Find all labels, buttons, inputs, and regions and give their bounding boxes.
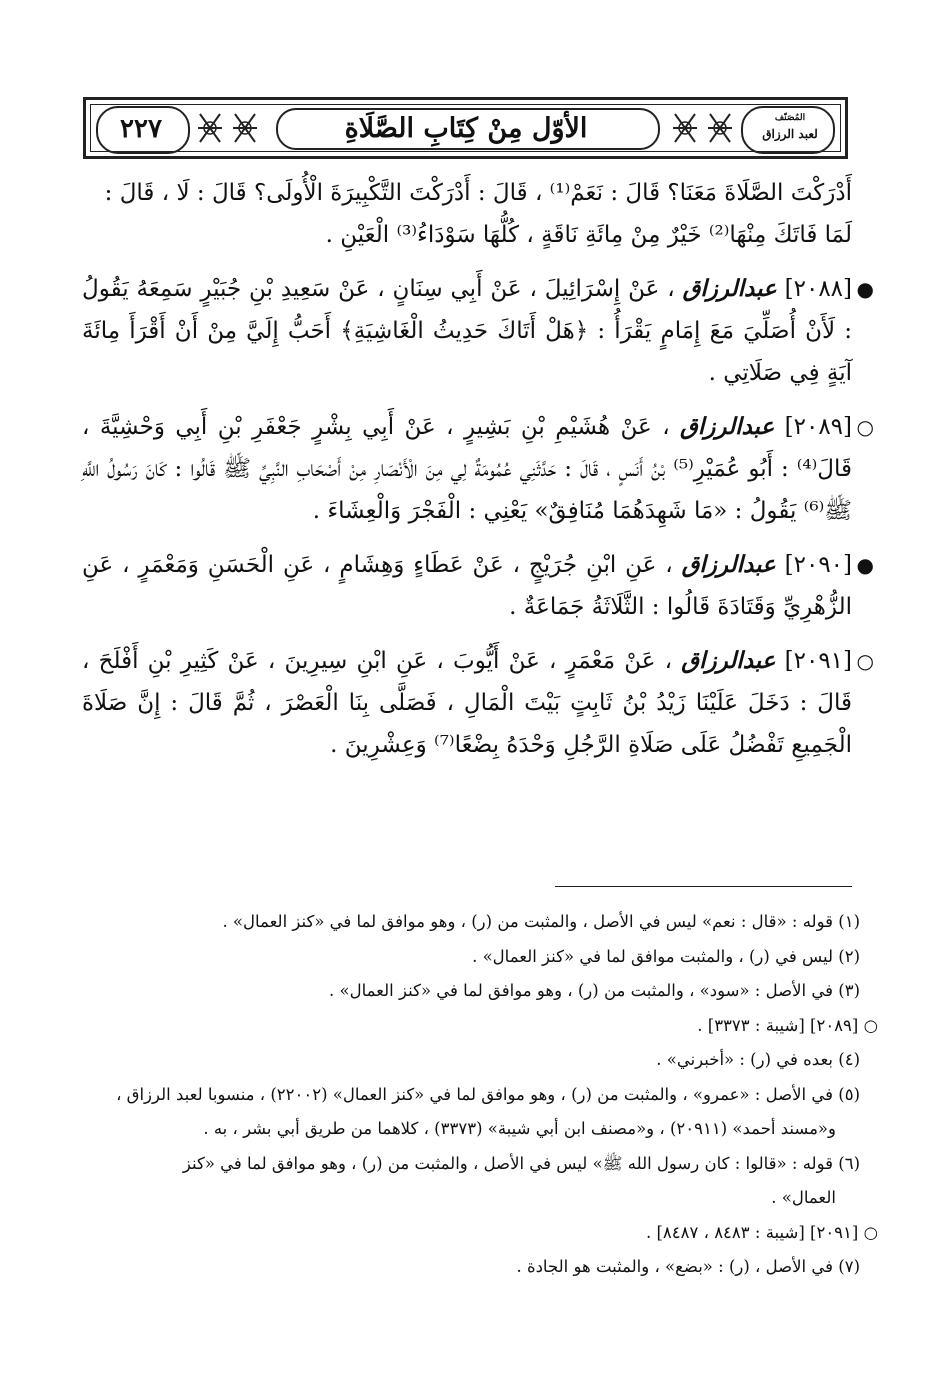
hadith-number: [٢٠٩١] [784,648,853,674]
hadith-2089 [82,406,874,532]
text-line: لَمَا فَاتَكَ مِنْهَا⁽²⁾ خَيْرٌ مِنْ مِائَةِ نَاقَةٍ ، كُلُّهَا سَوْدَاءُ⁽³⁾ الْعَيْنِ . [325,222,852,248]
narrator-name: عبدالرزاق [681,551,776,578]
narrator-name: عبدالرزاق [680,413,775,440]
hadith-text: ، عَنْ هُشَيْمِ بْنِ بَشِيرٍ ، عَنْ أَبِي بِشْرٍ جَعْفَرِ بْنِ أَبِي وَحْشِيَّةَ ، قَالَ⁽⁴⁾ : أَبُو عُمَيْرِ⁽⁵⁾ بْنُ أَنَسٍ ، قَالَ : حَدَّثَنِي عُمُومَةٌ لِي مِنَ الْأَنْصَارِ مِنْ أَصْحَابِ النَّبِيِّ ﷺ قَالُوا : كَانَ رَسُولُ اللَّهِ ﷺ⁽⁶⁾ يَقُولُ : «مَا شَهِدَهُمَا مُنَافِقٌ» يَعْنِي : الْفَجْرَ وَالْعِشَاءَ . [82,414,852,524]
hadith-number: [٢٠٨٩] [784,414,853,440]
source-reference: ○ [٢٠٨٩] [شيبة : ٣٣٧٣] . [697,1015,878,1035]
footnote: (١) قوله : «قال : نعم» ليس في الأصل ، والمثبت من (ر) ، وهو موافق لما في «كنز العمال» . [222,912,860,931]
book-logo [747,110,833,142]
hadith-marker-icon: ○ [856,415,874,439]
page-header-frame [83,97,848,159]
logo-line2: لعبد الرزاق [762,127,818,141]
running-title: الأوّل مِنْ كِتَابِ الصَّلَاةِ [344,113,588,144]
ornament-knot-icon [231,108,259,148]
hadith-number: [٢٠٩٠] [784,552,853,578]
logo-line1: المُصَنّف [774,113,806,123]
footnote: العمال» . [771,1188,836,1207]
hadith-2091 [82,640,874,766]
ornament-knot-icon [706,108,734,148]
hadith-marker-icon: ● [856,553,874,577]
hadith-2090 [82,544,874,628]
footnote: (٣) في الأصل : «سود» ، والمثبت من (ر) ، وهو موافق لما في «كنز العمال» . [329,981,860,1000]
hadith-text: ، عَنْ إِسْرَائِيلَ ، عَنْ أَبِي سِنَانٍ ، عَنْ سَعِيدِ بْنِ جُبَيْرٍ سَمِعَهُ يَقُولُ : لَأَنْ أُصَلِّيَ مَعَ إِمَامٍ يَقْرَأُ : ﴿هَلْ أَتَاكَ حَدِيثُ الْغَاشِيَةِ﴾ أَحَبُّ إِلَيَّ مِنْ أَنْ أَقْرَأَ مِائَةَ آيَةٍ فِي صَلَاتِي . [82,276,852,386]
footnote-divider [555,886,852,887]
narrator-name: عبدالرزاق [681,647,776,674]
footnote: (٦) قوله : «قالوا : كان رسول الله ﷺ» ليس في الأصل ، والمثبت من (ر) ، وهو موافق لما في «كنز [182,1153,860,1173]
source-reference: ○ [٢٠٩١] [شيبة : ٨٤٨٣ ، ٨٤٨٧] . [645,1222,878,1242]
main-text [82,172,874,778]
narrator-name: عبدالرزاق [682,275,777,302]
footnotes [70,905,878,1285]
hadith-number: [٢٠٨٨] [784,276,853,302]
ornament-knot-icon [671,108,699,148]
footnote: و«مسند أحمد» (٢٠٩١١) ، و«مصنف ابن أبي شيبة» (٣٣٧٣) ، كلاهما من طريق أبي بشر ، به . [203,1119,836,1138]
hadith-text: ، عَنْ مَعْمَرٍ ، عَنْ أَيُّوبَ ، عَنِ ابْنِ سِيرِينَ ، عَنْ كَثِيرِ بْنِ أَفْلَحَ ، قَالَ : دَخَلَ عَلَيْنَا زَيْدُ بْنُ ثَابِتٍ بَيْتَ الْمَالِ ، فَصَلَّى بِنَا الْعَصْرَ ، ثُمَّ قَالَ : إِنَّ صَلَاةَ الْجَمِيعِ تَفْضُلُ عَلَى صَلَاةِ الرَّجُلِ وَحْدَهُ بِضْعًا⁽⁷⁾ وَعِشْرِينَ . [82,648,852,758]
page-number: ٢٢٧ [120,114,162,144]
footnote: (٤) بعده في (ر) : «أخبرني» . [656,1050,860,1069]
text-line: أَدْرَكْتَ الصَّلَاةَ مَعَنَا؟ قَالَ : نَعَمْ⁽¹⁾ ، قَالَ : أَدْرَكْتَ التَّكْبِيرَةَ الْأُولَى؟ قَالَ : لَا ، قَالَ : [104,180,852,206]
hadith-marker-icon: ● [856,277,874,301]
paragraph-continuation [82,172,852,256]
ornament-knot-icon [196,108,224,148]
footnote: (٥) في الأصل : «عمرو» ، والمثبت من (ر) ، وهو موافق لما في «كنز العمال» (٢٢٠٠٢) ، منسوبا لعبد الرزاق ، [116,1084,860,1104]
hadith-text: ، عَنِ ابْنِ جُرَيْجٍ ، عَنْ عَطَاءٍ وَهِشَامٍ ، عَنِ الْحَسَنِ وَمَعْمَرٍ ، عَنِ الزُّهْرِيِّ وَقَتَادَةَ قَالُوا : الثَّلَاثَةُ جَمَاعَةٌ . [82,552,852,620]
footnote: (٢) ليس في (ر) ، والمثبت موافق لما في «كنز العمال» . [472,946,860,966]
footnote: (٧) في الأصل ، (ر) : «بضع» ، والمثبت هو الجادة . [516,1257,860,1276]
hadith-marker-icon: ○ [856,649,874,673]
hadith-2088 [82,268,874,394]
